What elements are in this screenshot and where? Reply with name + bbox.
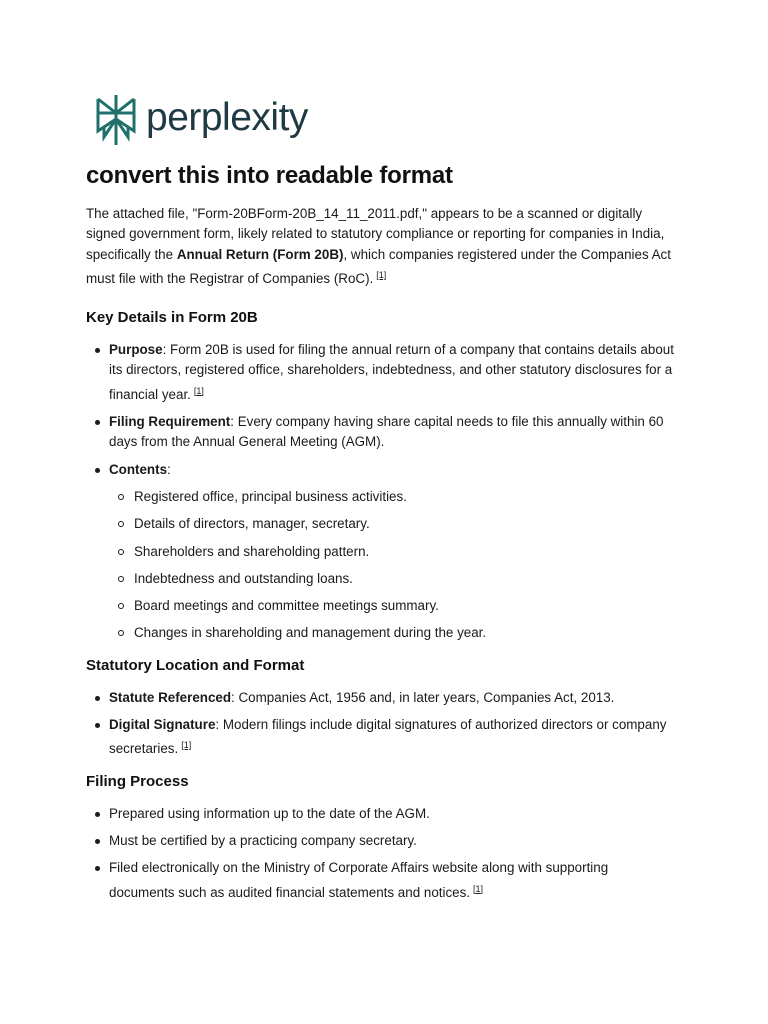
list-item: Changes in shareholding and management during the year. xyxy=(109,623,676,643)
perplexity-logo-icon xyxy=(94,93,138,147)
list-item: Prepared using information up to the date of the AGM. xyxy=(86,804,676,824)
sub-bullet-list xyxy=(109,487,676,644)
citation-link[interactable]: [1] xyxy=(473,883,484,894)
item-text: Filed electronically on the Ministry of Corporate Affairs website along with supporting documents such as audited financial statements and notices. xyxy=(109,860,609,900)
section-heading: Statutory Location and Format xyxy=(86,656,305,674)
item-label: Digital Signature xyxy=(109,717,216,733)
citation-link[interactable]: [1] xyxy=(181,740,192,751)
answer-content xyxy=(86,160,676,915)
item-text: : Every company having share capital needs to file this annually within 60 days from the Annual General Meeting (AGM). xyxy=(109,414,664,450)
list-item: Board meetings and committee meetings summary. xyxy=(109,596,676,616)
list-item xyxy=(86,858,676,903)
list-item: Registered office, principal business activities. xyxy=(109,487,676,507)
list-item: Details of directors, manager, secretary. xyxy=(109,514,676,534)
intro-text-2: , which companies registered under the Companies Act must file with the Registrar of Companies (RoC). xyxy=(86,246,671,286)
section-heading: Filing Process xyxy=(86,772,189,790)
section-statutory xyxy=(86,656,676,760)
perplexity-logo xyxy=(94,93,308,147)
list-item xyxy=(86,715,676,760)
section-key-details xyxy=(86,308,676,644)
list-item xyxy=(86,460,676,644)
list-item xyxy=(86,412,676,453)
item-text: : Companies Act, 1956 and, in later years, Companies Act, 2013. xyxy=(231,689,615,705)
citation-link[interactable]: [1] xyxy=(193,385,204,396)
section-heading: Key Details in Form 20B xyxy=(86,309,258,327)
list-item xyxy=(86,688,676,708)
page-title: convert this into readable format xyxy=(86,162,453,189)
bullet-list xyxy=(86,340,676,644)
intro-bold: Annual Return (Form 20B) xyxy=(176,246,344,262)
section-filing-process xyxy=(86,772,676,903)
bullet-list xyxy=(86,688,676,760)
item-text: : Modern filings include digital signatures of authorized directors or company secretaries. xyxy=(109,717,667,757)
item-label: Statute Referenced xyxy=(109,689,232,705)
citation-link[interactable]: [1] xyxy=(376,269,387,280)
bullet-list xyxy=(86,804,676,903)
intro-paragraph xyxy=(86,204,676,289)
brand-name: perplexity xyxy=(146,95,308,139)
intro-text-1: The attached file, "Form-20BForm-20B_14_11_2011.pdf," appears to be a scanned or digitally signed government form, likely related to statutory compliance or reporting for companies in India, specifically the xyxy=(86,206,665,262)
list-item xyxy=(86,340,676,405)
list-item: Must be certified by a practicing company secretary. xyxy=(86,831,676,851)
item-label: Filing Requirement xyxy=(109,414,231,430)
item-label: Purpose xyxy=(109,342,163,358)
item-text: : xyxy=(167,461,171,477)
list-item: Shareholders and shareholding pattern. xyxy=(109,542,676,562)
item-text: : Form 20B is used for filing the annual return of a company that contains details about its directors, registered office, shareholders, indebtedness, and other statutory disclosures for a financial year. xyxy=(109,342,674,402)
list-item: Indebtedness and outstanding loans. xyxy=(109,569,676,589)
item-label: Contents xyxy=(109,461,168,477)
